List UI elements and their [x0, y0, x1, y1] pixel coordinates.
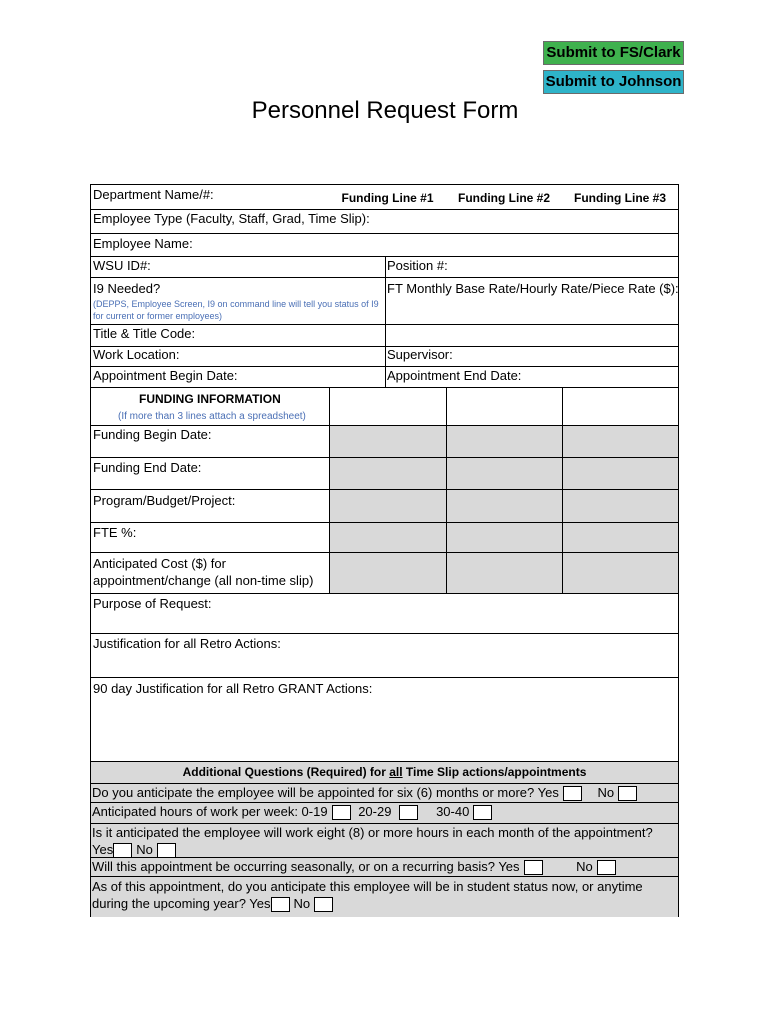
employee-type-label: Employee Type (Faculty, Staff, Grad, Time Slip):	[93, 211, 370, 226]
q3-no-checkbox[interactable]	[157, 843, 176, 858]
q1-no-checkbox[interactable]	[618, 786, 637, 801]
q2-20-29-checkbox[interactable]	[399, 805, 418, 820]
employee-name-label: Employee Name:	[93, 236, 193, 251]
q1-text: Do you anticipate the employee will be appointed for six (6) months or more? Yes No	[92, 785, 641, 801]
additional-questions-section	[91, 762, 678, 917]
q1-yes-checkbox[interactable]	[563, 786, 582, 801]
anticipated-cost-label: Anticipated Cost ($) for appointment/change (all non-time slip)	[93, 556, 314, 588]
funding-begin-label: Funding Begin Date:	[93, 427, 212, 442]
wsu-id-label: WSU ID#:	[93, 258, 151, 273]
q5-no-checkbox[interactable]	[314, 897, 333, 912]
program-budget-label: Program/Budget/Project:	[93, 493, 236, 508]
q4-text: Will this appointment be occurring seasonally, or on a recurring basis? Yes No	[92, 859, 620, 875]
q4-no-checkbox[interactable]	[597, 860, 616, 875]
q3-options: Yes No	[92, 842, 180, 858]
ft-rate-label: FT Monthly Base Rate/Hourly Rate/Piece Rate ($):	[387, 281, 679, 296]
q2-30-40-checkbox[interactable]	[473, 805, 492, 820]
fte-label: FTE %:	[93, 525, 137, 540]
funding-line-3-header: Funding Line #3	[574, 191, 666, 205]
q3-text: Is it anticipated the employee will work eight (8) or more hours in each month of the appointment?	[92, 825, 653, 840]
department-label: Department Name/#:	[93, 187, 214, 202]
retro-justification-label: Justification for all Retro Actions:	[93, 636, 281, 651]
q3-yes-checkbox[interactable]	[113, 843, 132, 858]
q2-0-19-checkbox[interactable]	[332, 805, 351, 820]
submit-johnson-button[interactable]: Submit to Johnson	[543, 70, 684, 94]
additional-questions-header: Additional Questions (Required) for all Time Slip actions/appointments	[182, 765, 587, 779]
funding-grid-shading	[329, 425, 678, 593]
grant-justification-label: 90 day Justification for all Retro GRANT Actions:	[93, 681, 373, 696]
position-label: Position #:	[387, 258, 448, 273]
i9-note: (DEPPS, Employee Screen, I9 on command line will tell you status of I9 for current or former employees)	[93, 299, 379, 321]
appt-end-label: Appointment End Date:	[387, 368, 522, 383]
supervisor-label: Supervisor:	[387, 347, 453, 362]
appt-begin-label: Appointment Begin Date:	[93, 368, 238, 383]
funding-note: (If more than 3 lines attach a spreadsheet)	[118, 411, 306, 422]
funding-end-label: Funding End Date:	[93, 460, 202, 475]
submit-fs-clark-button[interactable]: Submit to FS/Clark	[543, 41, 684, 65]
purpose-label: Purpose of Request:	[93, 596, 212, 611]
q2-text: Anticipated hours of work per week: 0-19 20-29 30-40	[92, 804, 496, 820]
funding-line-1-header: Funding Line #1	[341, 191, 434, 205]
q4-yes-checkbox[interactable]	[524, 860, 543, 875]
funding-info-header: FUNDING INFORMATION	[139, 392, 281, 406]
title-code-label: Title & Title Code:	[93, 326, 196, 341]
page-title: Personnel Request Form	[251, 97, 519, 124]
personnel-form	[90, 184, 679, 917]
i9-needed-label: I9 Needed?	[93, 281, 161, 296]
work-location-label: Work Location:	[93, 347, 180, 362]
q5-options: during the upcoming year? Yes No	[92, 896, 337, 912]
q5-yes-checkbox[interactable]	[271, 897, 290, 912]
q5-text: As of this appointment, do you anticipate this employee will be in student status now, or anytime	[92, 879, 643, 894]
funding-line-2-header: Funding Line #2	[458, 191, 550, 205]
